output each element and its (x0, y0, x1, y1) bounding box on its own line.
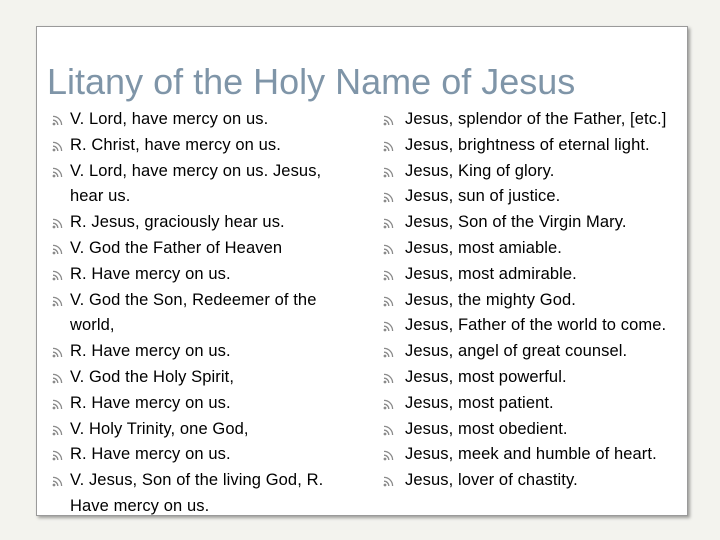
feed-signal-icon (383, 167, 394, 178)
list-item (52, 442, 352, 468)
list-item-text: R. Jesus, graciously hear us. (70, 213, 285, 232)
slide-title: Litany of the Holy Name of Jesus (47, 61, 576, 102)
feed-signal-icon (383, 450, 394, 461)
list-item (52, 262, 352, 288)
list-item-text: V. God the Son, Redeemer of the world, (70, 290, 317, 335)
feed-signal-icon (383, 321, 394, 332)
feed-signal-icon (383, 141, 394, 152)
feed-signal-icon (52, 476, 63, 487)
list-item-text: Jesus, most amiable. (405, 238, 562, 257)
feed-signal-icon (52, 347, 63, 358)
list-item-text: R. Have mercy on us. (70, 393, 231, 412)
list-item-text: Jesus, most obedient. (405, 419, 568, 438)
left-column-list (52, 107, 352, 520)
list-item-text: Jesus, splendor of the Father, [etc.] (405, 110, 667, 128)
list-item (383, 210, 688, 236)
feed-signal-icon (52, 450, 63, 461)
right-column-list (383, 107, 688, 494)
list-item (52, 391, 352, 417)
feed-signal-icon (383, 373, 394, 384)
feed-signal-icon (383, 115, 394, 126)
list-item-text: V. Lord, have mercy on us. Jesus, hear us. (70, 161, 322, 206)
feed-signal-icon (52, 296, 63, 307)
list-item-text: Jesus, Father of the world to come. (405, 316, 667, 335)
feed-signal-icon (383, 244, 394, 255)
list-item-text: Jesus, most patient. (405, 393, 554, 412)
feed-signal-icon (383, 296, 394, 307)
list-item-text: R. Have mercy on us. (70, 342, 231, 361)
feed-signal-icon (52, 399, 63, 410)
feed-signal-icon (52, 115, 63, 126)
list-item-text: V. Jesus, Son of the living God, R. Have mercy on us. (70, 471, 324, 515)
feed-signal-icon (52, 244, 63, 255)
list-item-text: Jesus, brightness of eternal light. (405, 135, 650, 154)
list-item (383, 468, 688, 494)
list-item-text: Jesus, most admirable. (405, 264, 577, 283)
feed-signal-icon (52, 141, 63, 152)
list-item (383, 339, 688, 365)
list-item (383, 391, 688, 417)
list-item-text: V. Lord, have mercy on us. (70, 110, 269, 128)
list-item (383, 288, 688, 314)
list-item-text: Jesus, most powerful. (405, 367, 567, 386)
list-item-text: Jesus, angel of great counsel. (405, 342, 628, 361)
list-item (383, 262, 688, 288)
feed-signal-icon (52, 425, 63, 436)
feed-signal-icon (383, 270, 394, 281)
list-item (52, 288, 352, 340)
list-item (52, 468, 352, 520)
list-item (383, 236, 688, 262)
list-item (383, 417, 688, 443)
list-item (52, 107, 352, 133)
list-item-text: V. God the Holy Spirit, (70, 367, 235, 386)
feed-signal-icon (52, 373, 63, 384)
list-item (383, 365, 688, 391)
feed-signal-icon (52, 167, 63, 178)
list-item-text: R. Christ, have mercy on us. (70, 135, 281, 154)
feed-signal-icon (383, 218, 394, 229)
list-item (383, 184, 688, 210)
list-item (383, 107, 688, 133)
list-item (383, 133, 688, 159)
list-item-text: Jesus, sun of justice. (405, 187, 561, 206)
feed-signal-icon (383, 347, 394, 358)
list-item-text: Jesus, Son of the Virgin Mary. (405, 213, 627, 232)
feed-signal-icon (383, 399, 394, 410)
list-item-text: V. Holy Trinity, one God, (70, 419, 249, 438)
list-item-text: Jesus, King of glory. (405, 161, 555, 180)
list-item (52, 236, 352, 262)
list-item (52, 159, 352, 211)
feed-signal-icon (383, 476, 394, 487)
list-item (383, 313, 688, 339)
feed-signal-icon (52, 218, 63, 229)
feed-signal-icon (383, 192, 394, 203)
list-item-text: V. God the Father of Heaven (70, 238, 283, 257)
list-item (52, 133, 352, 159)
feed-signal-icon (383, 425, 394, 436)
list-item-text: Jesus, meek and humble of heart. (405, 445, 657, 464)
feed-signal-icon (52, 270, 63, 281)
list-item-text: R. Have mercy on us. (70, 264, 231, 283)
list-item (383, 442, 688, 468)
list-item (383, 159, 688, 185)
list-item (52, 339, 352, 365)
list-item-text: Jesus, the mighty God. (405, 290, 576, 309)
list-item-text: Jesus, lover of chastity. (405, 471, 578, 490)
list-item (52, 365, 352, 391)
list-item (52, 210, 352, 236)
list-item (52, 417, 352, 443)
list-item-text: R. Have mercy on us. (70, 445, 231, 464)
